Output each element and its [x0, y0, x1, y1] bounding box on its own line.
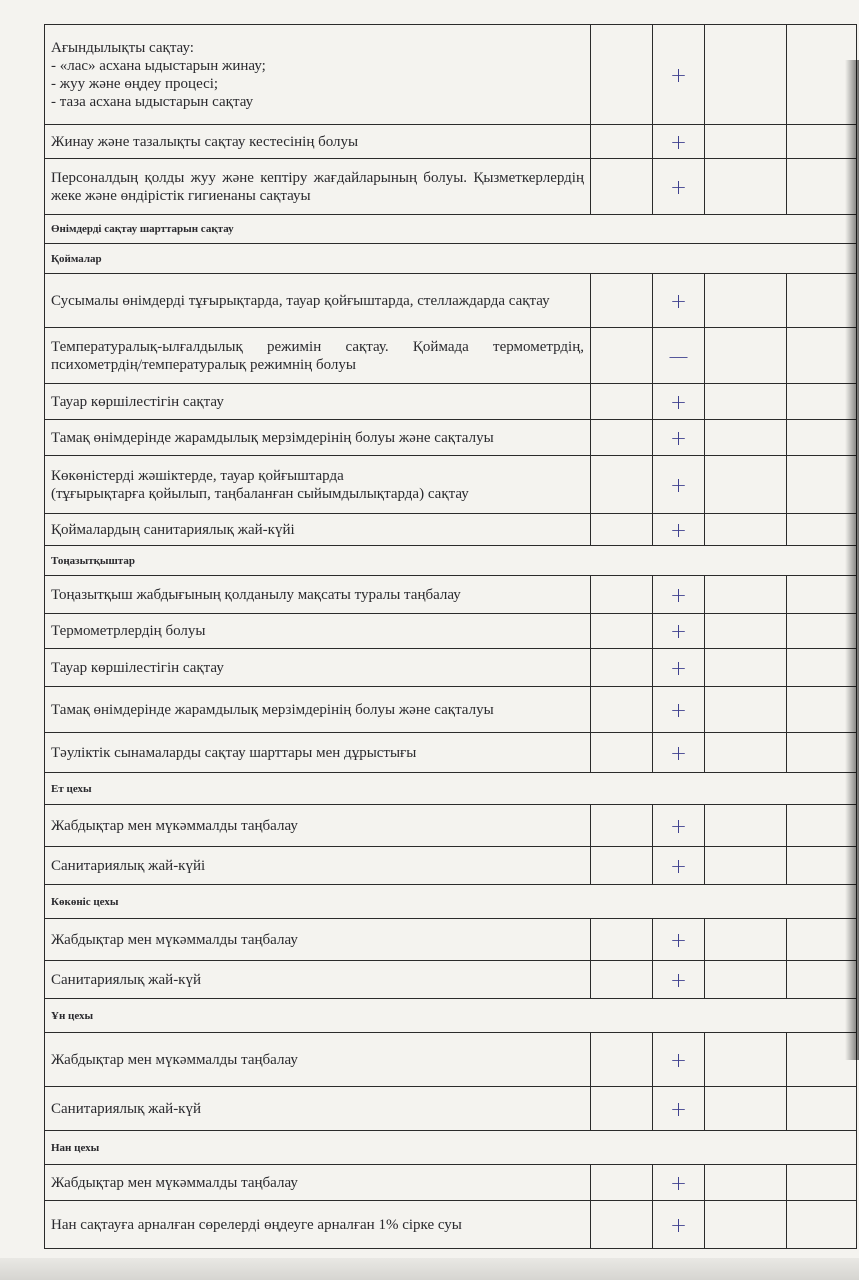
section-header-row [45, 885, 857, 919]
criterion-cell: Сусымалы өнімдерді тұғырықтарда, тауар қойғыштарда, стеллаждарда сақтау [45, 274, 591, 328]
empty-cell [787, 1165, 857, 1201]
empty-cell [705, 420, 787, 456]
criterion-cell: Термометрлердің болуы [45, 614, 591, 649]
section-header-row [45, 999, 857, 1033]
criterion-cell [45, 25, 591, 125]
checklist-row [45, 25, 857, 125]
empty-cell [705, 25, 787, 125]
criterion-cell: Тауар көршілестігін сақтау [45, 384, 591, 420]
page-edge-shadow [845, 60, 859, 1060]
empty-cell [591, 456, 653, 514]
section-title: Нан цехы [45, 1131, 857, 1165]
mark-cell: + [653, 420, 705, 456]
criterion-cell: Санитариялық жай-күйі [45, 847, 591, 885]
criterion-cell: Жабдықтар мен мүкәммалды таңбалау [45, 1033, 591, 1087]
empty-cell [591, 649, 653, 687]
empty-cell [591, 1087, 653, 1131]
checklist-row [45, 420, 857, 456]
checklist-row [45, 733, 857, 773]
checklist-row [45, 614, 857, 649]
mark-cell: + [653, 805, 705, 847]
criterion-cell: Санитариялық жай-күй [45, 961, 591, 999]
mark-cell: + [653, 614, 705, 649]
criterion-cell: Температуралық-ылғалдылық режимін сақтау. Қоймада термометрдің, психометрдің/температуралық режимнің болуы [45, 328, 591, 384]
mark-cell: + [653, 159, 705, 215]
page-bottom-edge [0, 1258, 859, 1280]
empty-cell [705, 274, 787, 328]
empty-cell [705, 805, 787, 847]
empty-cell [591, 805, 653, 847]
criterion-line: Ағындылықты сақтау: [51, 39, 194, 56]
mark-cell: + [653, 125, 705, 159]
mark-cell: + [653, 961, 705, 999]
criterion-cell: Жабдықтар мен мүкәммалды таңбалау [45, 919, 591, 961]
empty-cell [705, 328, 787, 384]
empty-cell [591, 961, 653, 999]
mark-cell: + [653, 576, 705, 614]
empty-cell [591, 919, 653, 961]
mark-cell: + [653, 919, 705, 961]
empty-cell [705, 456, 787, 514]
empty-cell [591, 576, 653, 614]
criterion-cell: Жабдықтар мен мүкәммалды таңбалау [45, 1165, 591, 1201]
empty-cell [591, 125, 653, 159]
checklist-row [45, 274, 857, 328]
section-title: Қоймалар [45, 244, 857, 274]
section-title: Ет цехы [45, 773, 857, 805]
empty-cell [705, 961, 787, 999]
checklist-row [45, 687, 857, 733]
empty-cell [705, 1165, 787, 1201]
empty-cell [705, 1033, 787, 1087]
empty-cell [787, 1087, 857, 1131]
checklist-row [45, 961, 857, 999]
section-header-row [45, 546, 857, 576]
checklist-row [45, 159, 857, 215]
checklist-row [45, 1087, 857, 1131]
criterion-line: - жуу және өңдеу процесі; [51, 75, 219, 92]
criterion-cell: Нан сақтауға арналған сөрелерді өңдеуге арналған 1% сірке суы [45, 1201, 591, 1249]
criterion-cell: Тәуліктік сынамаларды сақтау шарттары мен дұрыстығы [45, 733, 591, 773]
empty-cell [705, 1201, 787, 1249]
empty-cell [591, 1165, 653, 1201]
criterion-cell: Тамақ өнімдерінде жарамдылық мерзімдерінің болуы және сақталуы [45, 420, 591, 456]
checklist-row [45, 1201, 857, 1249]
checklist-row [45, 919, 857, 961]
mark-cell: + [653, 514, 705, 546]
empty-cell [705, 514, 787, 546]
empty-cell [705, 125, 787, 159]
checklist-row [45, 649, 857, 687]
section-header-row [45, 1131, 857, 1165]
criterion-cell: Жабдықтар мен мүкәммалды таңбалау [45, 805, 591, 847]
empty-cell [705, 847, 787, 885]
criterion-cell: Тамақ өнімдерінде жарамдылық мерзімдерінің болуы және сақталуы [45, 687, 591, 733]
mark-cell: + [653, 847, 705, 885]
empty-cell [591, 420, 653, 456]
empty-cell [705, 733, 787, 773]
empty-cell [591, 1033, 653, 1087]
criterion-cell: Персоналдың қолды жуу және кептіру жағдайларының болуы. Қызметкерлердің жеке және өндірістік гигиенаны сақтауы [45, 159, 591, 215]
mark-cell: + [653, 1033, 705, 1087]
checklist-row [45, 125, 857, 159]
criterion-cell: Тоңазытқыш жабдығының қолданылу мақсаты туралы таңбалау [45, 576, 591, 614]
mark-cell: + [653, 1165, 705, 1201]
empty-cell [705, 159, 787, 215]
criterion-cell: Тауар көршілестігін сақтау [45, 649, 591, 687]
section-title: Ұн цехы [45, 999, 857, 1033]
checklist-row [45, 847, 857, 885]
checklist-row [45, 576, 857, 614]
criterion-line: - «лас» асхана ыдыстарын жинау; [51, 57, 266, 74]
criterion-line: - таза асхана ыдыстарын сақтау [51, 93, 254, 110]
mark-cell: + [653, 1201, 705, 1249]
empty-cell [591, 25, 653, 125]
empty-cell [705, 1087, 787, 1131]
section-header-row [45, 773, 857, 805]
empty-cell [591, 1201, 653, 1249]
mark-cell: + [653, 384, 705, 420]
criterion-line: Көкөністерді жәшіктерде, тауар қойғыштарда [51, 467, 344, 484]
checklist-row [45, 456, 857, 514]
empty-cell [591, 614, 653, 649]
checklist-row [45, 805, 857, 847]
mark-cell: + [653, 456, 705, 514]
empty-cell [591, 384, 653, 420]
empty-cell [705, 649, 787, 687]
empty-cell [705, 614, 787, 649]
empty-cell [591, 733, 653, 773]
checklist-row [45, 328, 857, 384]
criterion-cell [45, 456, 591, 514]
empty-cell [787, 1201, 857, 1249]
empty-cell [591, 687, 653, 733]
mark-cell: + [653, 1087, 705, 1131]
checklist-row [45, 384, 857, 420]
section-title: Өнімдерді сақтау шарттарын сақтау [45, 215, 857, 244]
mark-cell: + [653, 733, 705, 773]
criterion-cell: Жинау және тазалықты сақтау кестесінің болуы [45, 125, 591, 159]
empty-cell [705, 919, 787, 961]
empty-cell [705, 384, 787, 420]
empty-cell [705, 576, 787, 614]
empty-cell [591, 274, 653, 328]
checklist-row [45, 1033, 857, 1087]
empty-cell [591, 159, 653, 215]
section-title: Тоңазытқыштар [45, 546, 857, 576]
mark-cell: + [653, 649, 705, 687]
mark-cell: + [653, 274, 705, 328]
checklist-row [45, 514, 857, 546]
checklist-table [44, 24, 857, 1249]
mark-cell: + [653, 687, 705, 733]
criterion-line: (тұғырықтарға қойылып, таңбаланған сыйымдылықтарда) сақтау [51, 485, 469, 502]
criterion-cell: Қоймалардың санитариялық жай-күйі [45, 514, 591, 546]
section-title: Көкөніс цехы [45, 885, 857, 919]
empty-cell [591, 847, 653, 885]
section-header-row [45, 215, 857, 244]
section-header-row [45, 244, 857, 274]
criterion-cell: Санитариялық жай-күй [45, 1087, 591, 1131]
empty-cell [591, 328, 653, 384]
checklist-row [45, 1165, 857, 1201]
mark-cell: + [653, 25, 705, 125]
empty-cell [705, 687, 787, 733]
mark-cell: — [653, 328, 705, 384]
empty-cell [591, 514, 653, 546]
